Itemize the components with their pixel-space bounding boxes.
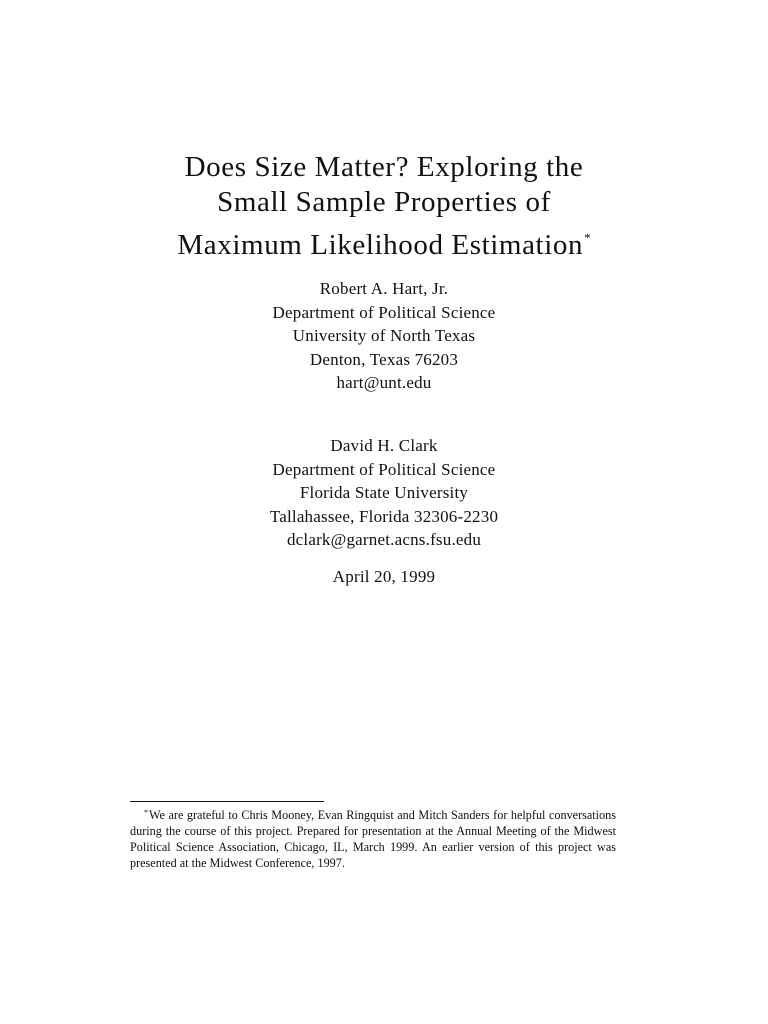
author-department: Department of Political Science xyxy=(272,459,496,479)
footnote xyxy=(130,805,616,871)
footnote-rule xyxy=(130,801,324,802)
author-block-2 xyxy=(0,434,768,552)
author-address: Tallahassee, Florida 32306-2230 xyxy=(269,506,499,526)
footnote-mark: * xyxy=(144,808,148,817)
author-institution: University of North Texas xyxy=(292,326,476,345)
author-email: dclark@garnet.acns.fsu.edu xyxy=(286,530,482,549)
author-email: hart@unt.edu xyxy=(336,373,432,392)
author-institution: Florida State University xyxy=(299,483,469,502)
paper-date xyxy=(0,565,768,589)
author-block-1 xyxy=(0,277,768,395)
paper-title xyxy=(0,150,768,263)
title-line-2: Small Sample Properties of xyxy=(217,186,551,218)
author-address: Denton, Texas 76203 xyxy=(309,349,459,369)
title-line-1: Does Size Matter? Exploring the xyxy=(184,151,584,183)
footnote-text: We are grateful to Chris Mooney, Evan Ringquist and Mitch Sanders for helpful conversations during the course of this project. Prepared for presentation at the Annual Meeting of the Midwest Political Science Association, Chicago, IL, March 1999. An earlier version of this project was presented at the Midwest Conference, 1997. xyxy=(130,808,616,870)
title-line-3-text: Maximum Likelihood Estimation xyxy=(177,229,584,261)
date-text: April 20, 1999 xyxy=(332,567,436,586)
title-line-3 xyxy=(0,220,768,263)
author-department: Department of Political Science xyxy=(272,302,496,322)
title-footnote-mark: * xyxy=(584,230,591,245)
author-name: Robert A. Hart, Jr. xyxy=(319,279,449,298)
author-name: David H. Clark xyxy=(330,436,438,455)
